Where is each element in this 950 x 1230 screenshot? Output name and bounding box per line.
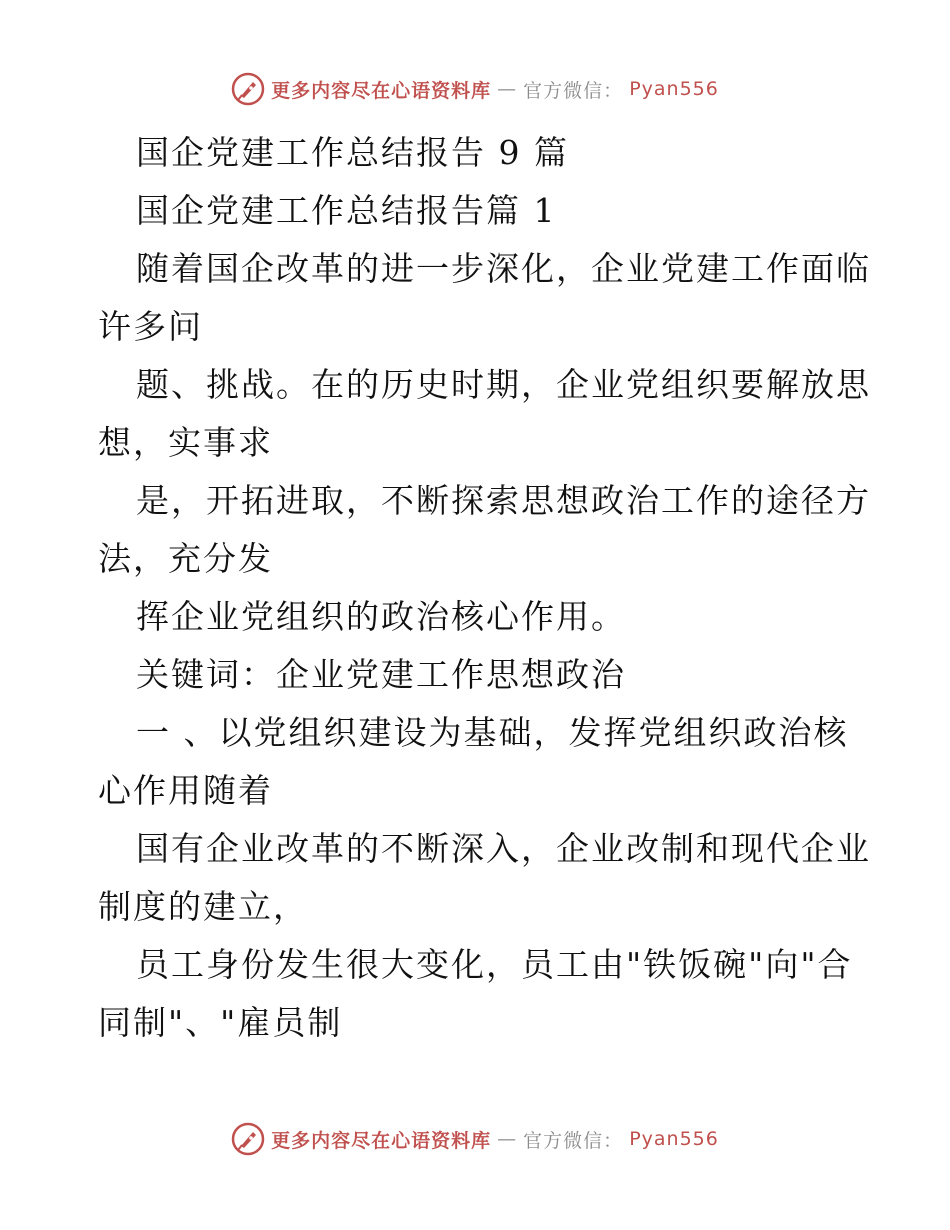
document-body xyxy=(98,124,871,1052)
text-line: 制度的建立， xyxy=(98,887,308,926)
text-line: 员工身份发生很大变化，员工由"铁饭碗"向"合 xyxy=(136,945,853,984)
watermark-brand: 更多内容尽在心语资料库 xyxy=(271,1129,492,1152)
watermark-separator: — xyxy=(497,1128,518,1150)
text-line: 想，实事求 xyxy=(98,423,273,462)
text-line: 一 、以党组织建设为基础，发挥党组织政治核 xyxy=(136,713,849,752)
text-line: 心作用随着 xyxy=(98,771,273,810)
text-line: 随着国企改革的进一步深化，企业党建工作面临 xyxy=(136,249,871,288)
pen-nib-icon xyxy=(231,72,265,106)
watermark-account: Pyan556 xyxy=(629,1128,719,1150)
watermark-wechat-label: 官方微信： xyxy=(523,1129,624,1152)
header-watermark xyxy=(0,72,950,106)
watermark-account: Pyan556 xyxy=(629,78,719,100)
watermark-wechat-label: 官方微信： xyxy=(523,79,624,102)
text-line: 国有企业改革的不断深入，企业改制和现代企业 xyxy=(136,829,871,868)
watermark-brand: 更多内容尽在心语资料库 xyxy=(271,79,492,102)
text-line: 许多问 xyxy=(98,307,203,346)
text-line: 法，充分发 xyxy=(98,539,273,578)
text-line: 关键词：企业党建工作思想政治 xyxy=(136,655,626,694)
text-line: 挥企业党组织的政治核心作用。 xyxy=(136,597,626,636)
text-line: 是，开拓进取，不断探索思想政治工作的途径方 xyxy=(136,481,871,520)
footer-watermark xyxy=(0,1122,950,1156)
text-line: 同制"、"雇员制 xyxy=(98,1003,343,1042)
pen-nib-icon xyxy=(231,1122,265,1156)
document-subtitle: 国企党建工作总结报告篇 1 xyxy=(136,191,557,230)
watermark-separator: — xyxy=(497,78,518,100)
document-title: 国企党建工作总结报告 9 篇 xyxy=(136,133,569,172)
document-paragraphs xyxy=(98,240,871,1052)
text-line: 题、挑战。在的历史时期，企业党组织要解放思 xyxy=(136,365,871,404)
